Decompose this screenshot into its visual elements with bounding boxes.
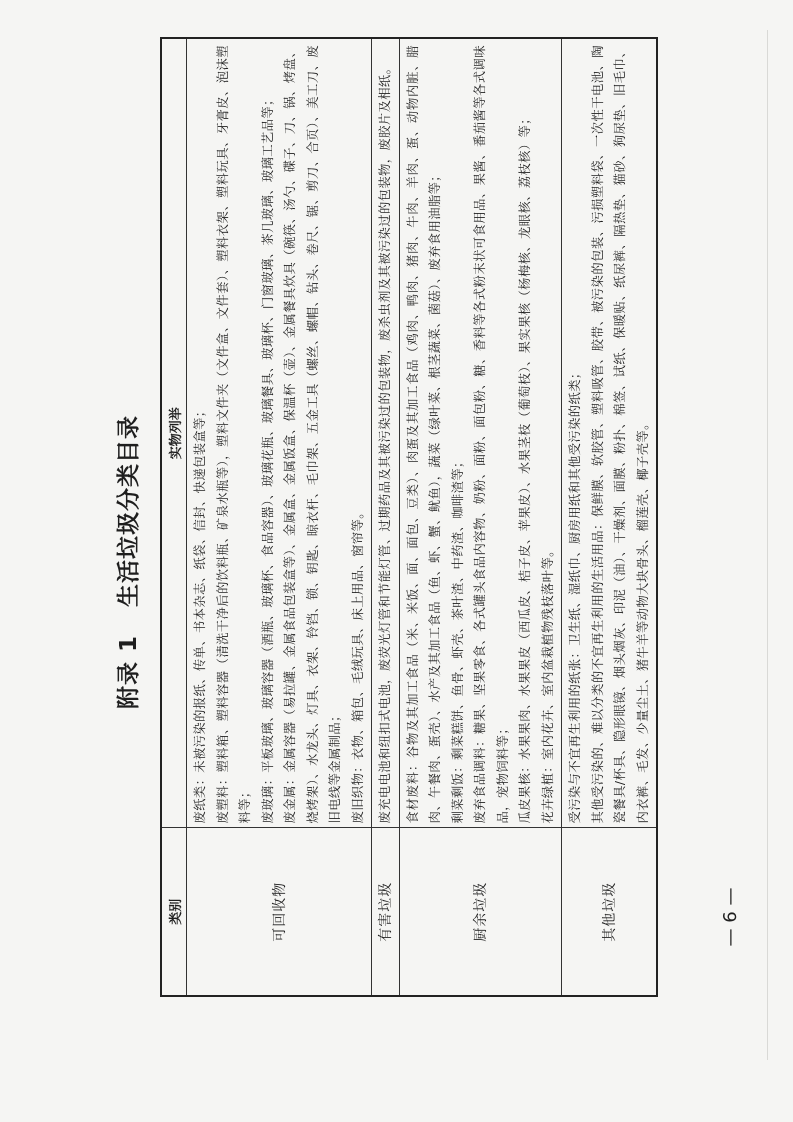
item-line: 受污染与不宜再生利用的纸张：卫生纸、湿纸巾、厨房用纸和其他受污染的纸类； [568, 366, 582, 824]
item-line: 废玻璃：平板玻璃、玻璃容器（酒瓶、玻璃杯、食品容器）、玻璃花瓶、玻璃餐具、玻璃杯、门窗玻璃、茶几玻璃、玻璃工艺品等； [260, 93, 275, 824]
item-line: 瓜皮果核：水果果肉、水果果皮（西瓜皮、桔子皮、苹果皮）、水果茎枝（葡萄枝）、果实果核（杨梅核、龙眼核、荔枝核）等； [518, 112, 532, 824]
item-line: 食材废料：谷物及其加工食品（米、米饭、面、面包、豆类）、肉蛋及其加工食品（鸡肉、鸭肉、猪肉、牛肉、羊肉、蛋、动物内脏、腊肉、午餐肉、蛋壳）、水产及其加工食品（鱼、虾、蟹、鱿鱼），蔬菜（绿叶菜、根茎蔬菜、菌菇）、废弃食用油脂等； [405, 45, 442, 824]
item-line: 其他受污染的、难以分类的不宜再生利用的生活用品：保鲜膜、软胶管、塑料吸管、胶带、被污染的包装、污损塑料袋、一次性干电池、陶瓷餐具/杯具、隐形眼镜、烟头烟灰、印泥（油）、干燥剂、面膜、粉扑、棉签、试纸、保暖贴、纸尿裤、隔热垫、猫砂、狗尿垫、旧毛巾、内衣裤、毛发、少量尘土、猪牛羊等动物大块骨头、榴莲壳、椰子壳等。 [590, 45, 650, 824]
table-row-recyclable [187, 38, 372, 996]
item-line: 废塑料：塑料箱、塑料容器（清洗干净后的饮料瓶、矿泉水瓶等），塑料文件夹（文件盒、文件套）、塑料衣架、塑料玩具、牙膏皮、泡沫塑料等； [215, 45, 252, 824]
category-items [372, 38, 400, 828]
item-line: 剩菜剩饭：剩菜糕饼、鱼骨、虾壳、茶叶渣、中药渣、咖啡渣等； [450, 455, 465, 824]
table-row-other [562, 38, 658, 996]
table-row-hazardous [372, 38, 400, 996]
category-name: 厨余垃圾 [399, 828, 562, 996]
page-number: — 6 — [720, 887, 741, 947]
category-items [187, 38, 372, 828]
header-items: 实物列举 [161, 38, 187, 828]
appendix-label: 附录 1 [116, 635, 142, 710]
table-header-row [161, 38, 187, 996]
header-category: 类别 [161, 828, 187, 996]
category-name: 可回收物 [187, 828, 372, 996]
category-items [399, 38, 562, 828]
page-title [110, 242, 150, 882]
item-line: 废纸类：未被污染的报纸、传单、书本杂志、纸袋、信封、快递包装盒等； [193, 404, 207, 824]
item-line: 花卉绿植：室内花卉、室内盆栽植物残枝落叶等。 [540, 544, 555, 824]
table-row-kitchen [399, 38, 562, 996]
item-line: 废旧织物：衣物、箱包、毛绒玩具、床上用品、窗帘等。 [350, 506, 365, 824]
item-line: 废金属：金属容器（易拉罐、金属食品包装盒等）、金属盒、金属饭盒、保温杯（壶）、金属餐具炊具（碗筷、汤勺、碟子、刀、锅、烤盘、烧烤架）、水龙头、灯具、衣架、铃铛、锁、钥匙、晾衣杆、毛巾架、五金工具（螺丝、螺帽、钻头、卷尺、锯、剪刀、合页）、美工刀、废旧电线等金属制品； [283, 45, 342, 824]
garbage-classification-table [160, 37, 658, 997]
category-items [562, 38, 658, 828]
category-name: 有害垃圾 [372, 828, 400, 996]
item-line: 废充电电池和纽扣式电池，废荧光灯管和节能灯管、过期药品及其被污染过的包装物，废杀虫剂及其被污染过的包装物，废胶片及相纸。 [378, 61, 392, 824]
category-name: 其他垃圾 [562, 828, 658, 996]
title-text: 生活垃圾分类目录 [116, 415, 142, 607]
item-line: 废弃食品调料：糖果、坚果零食、各式罐头食品内容物、奶粉、面粉、面包粉、糖、香料等各式粉末状可食用品、果酱、番茄酱等各式调味品，宠物饲料等； [473, 45, 510, 824]
